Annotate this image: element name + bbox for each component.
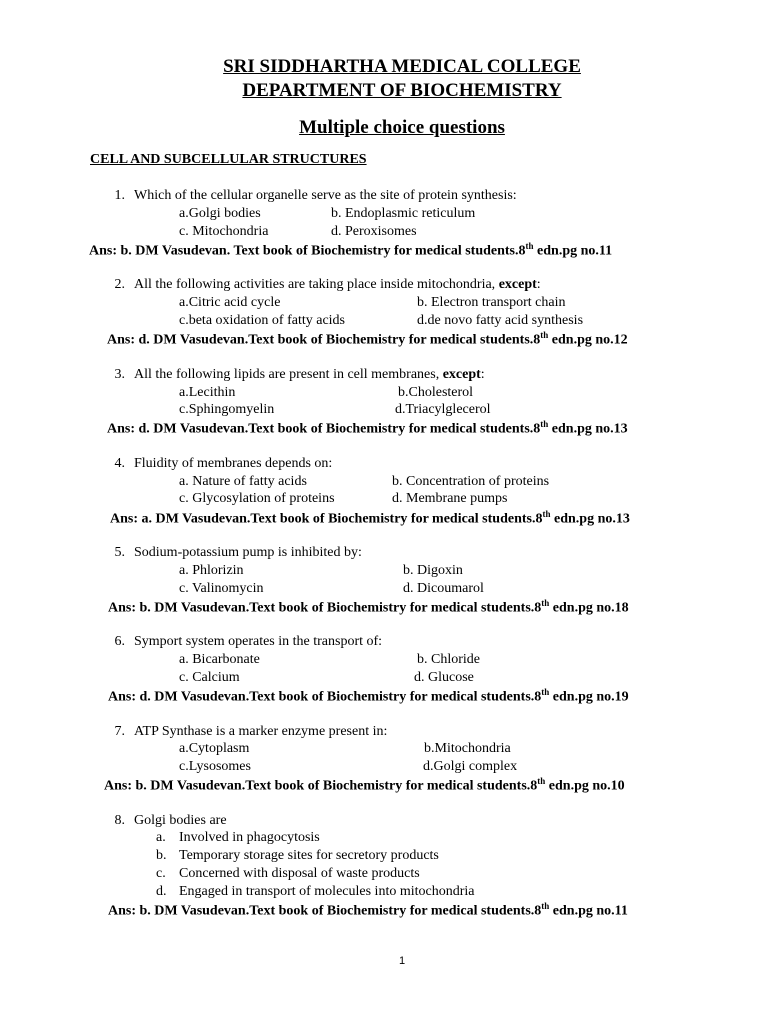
option-c: c.beta oxidation of fatty acids: [179, 313, 345, 328]
question-number: 3.: [114, 367, 125, 382]
question-number: 5.: [114, 545, 125, 560]
option-a: a.Cytoplasm: [179, 741, 250, 756]
question-number: 1.: [114, 188, 125, 203]
question-3: 3. All the following lipids are present in cell membranes, except:: [101, 367, 485, 383]
answer-line: Ans: d. DM Vasudevan.Text book of Biochemistry for medical students.8th edn.pg no.19: [108, 687, 629, 705]
question-number: 4.: [114, 456, 125, 471]
answer-line: Ans: d. DM Vasudevan.Text book of Biochemistry for medical students.8th edn.pg no.12: [107, 330, 628, 348]
list-item: d. Engaged in transport of molecules into mitochondria: [156, 884, 475, 899]
question-1: [101, 188, 517, 204]
question-number: 6.: [114, 634, 125, 649]
department-title: DEPARTMENT OF BIOCHEMISTRY: [242, 80, 562, 101]
option-d: d. Glucose: [414, 670, 474, 685]
option-c: c. Calcium: [179, 670, 240, 685]
question-text: Which of the cellular organelle serve as the site of protein synthesis:: [134, 188, 517, 203]
option-d: d.Golgi complex: [423, 759, 518, 774]
answer-line: Ans: a. DM Vasudevan.Text book of Biochemistry for medical students.8th edn.pg no.13: [110, 509, 630, 527]
question-text: Golgi bodies are: [134, 813, 227, 828]
question-7: [101, 724, 387, 740]
question-2: 2. All the following activities are taking place inside mitochondria, except:: [101, 277, 541, 293]
question-number: 8.: [114, 813, 125, 828]
option-c: c.Sphingomyelin: [179, 402, 275, 417]
question-5: [101, 545, 362, 561]
option-d: d.Triacylglecerol: [395, 402, 491, 417]
question-6: [101, 634, 382, 650]
answer-line: Ans: d. DM Vasudevan.Text book of Biochemistry for medical students.8th edn.pg no.13: [107, 419, 628, 437]
option-b: b.Cholesterol: [398, 385, 474, 400]
option-b: b. Digoxin: [403, 563, 463, 578]
list-item: c. Concerned with disposal of waste products: [156, 866, 420, 881]
question-text: All the following activities are taking place inside mitochondria,: [134, 277, 499, 292]
question-number: 2.: [114, 277, 125, 292]
option-a: a.Golgi bodies: [179, 206, 261, 221]
option-d: d.de novo fatty acid synthesis: [417, 313, 584, 328]
option-a: a. Bicarbonate: [179, 652, 260, 667]
question-text: Sodium-potassium pump is inhibited by:: [134, 545, 362, 560]
question-text: Fluidity of membranes depends on:: [134, 456, 333, 471]
list-item: b. Temporary storage sites for secretory products: [156, 848, 439, 863]
question-8: [101, 813, 227, 829]
option-b: b. Electron transport chain: [417, 295, 566, 310]
option-c: c. Valinomycin: [179, 581, 264, 596]
answer-line: Ans: b. DM Vasudevan.Text book of Biochemistry for medical students.8th edn.pg no.11: [108, 901, 628, 919]
question-text: All the following lipids are present in cell membranes,: [134, 367, 443, 382]
answer-line: Ans: b. DM Vasudevan.Text book of Biochemistry for medical students.8th edn.pg no.10: [104, 776, 625, 794]
question-4: [101, 456, 332, 472]
section-heading: CELL AND SUBCELLULAR STRUCTURES: [90, 152, 367, 167]
option-b: b. Endoplasmic reticulum: [331, 206, 476, 221]
answer-line: Ans: b. DM Vasudevan.Text book of Biochemistry for medical students.8th edn.pg no.18: [108, 598, 629, 616]
page-number: 1: [398, 955, 406, 967]
option-a: a.Citric acid cycle: [179, 295, 281, 310]
college-title: SRI SIDDHARTHA MEDICAL COLLEGE: [223, 56, 581, 77]
option-a: a. Nature of fatty acids: [179, 474, 307, 489]
answer-line: Ans: b. DM Vasudevan. Text book of Biochemistry for medical students.8th edn.pg no.11: [89, 241, 613, 259]
question-text: Symport system operates in the transport of:: [134, 634, 383, 649]
option-b: b. Concentration of proteins: [392, 474, 550, 489]
option-a: a.Lecithin: [179, 385, 236, 400]
option-c: c. Glycosylation of proteins: [179, 491, 335, 506]
page-subtitle: Multiple choice questions: [299, 117, 505, 138]
option-d: d. Dicoumarol: [403, 581, 484, 596]
question-number: 7.: [114, 724, 125, 739]
option-b: b.Mitochondria: [424, 741, 511, 756]
list-item: a. Involved in phagocytosis: [156, 830, 320, 845]
option-c: c.Lysosomes: [179, 759, 251, 774]
option-c: c. Mitochondria: [179, 224, 269, 239]
option-d: d. Membrane pumps: [392, 491, 508, 506]
option-d: d. Peroxisomes: [331, 224, 417, 239]
option-a: a. Phlorizin: [179, 563, 244, 578]
option-b: b. Chloride: [417, 652, 480, 667]
question-text: ATP Synthase is a marker enzyme present in:: [134, 724, 388, 739]
